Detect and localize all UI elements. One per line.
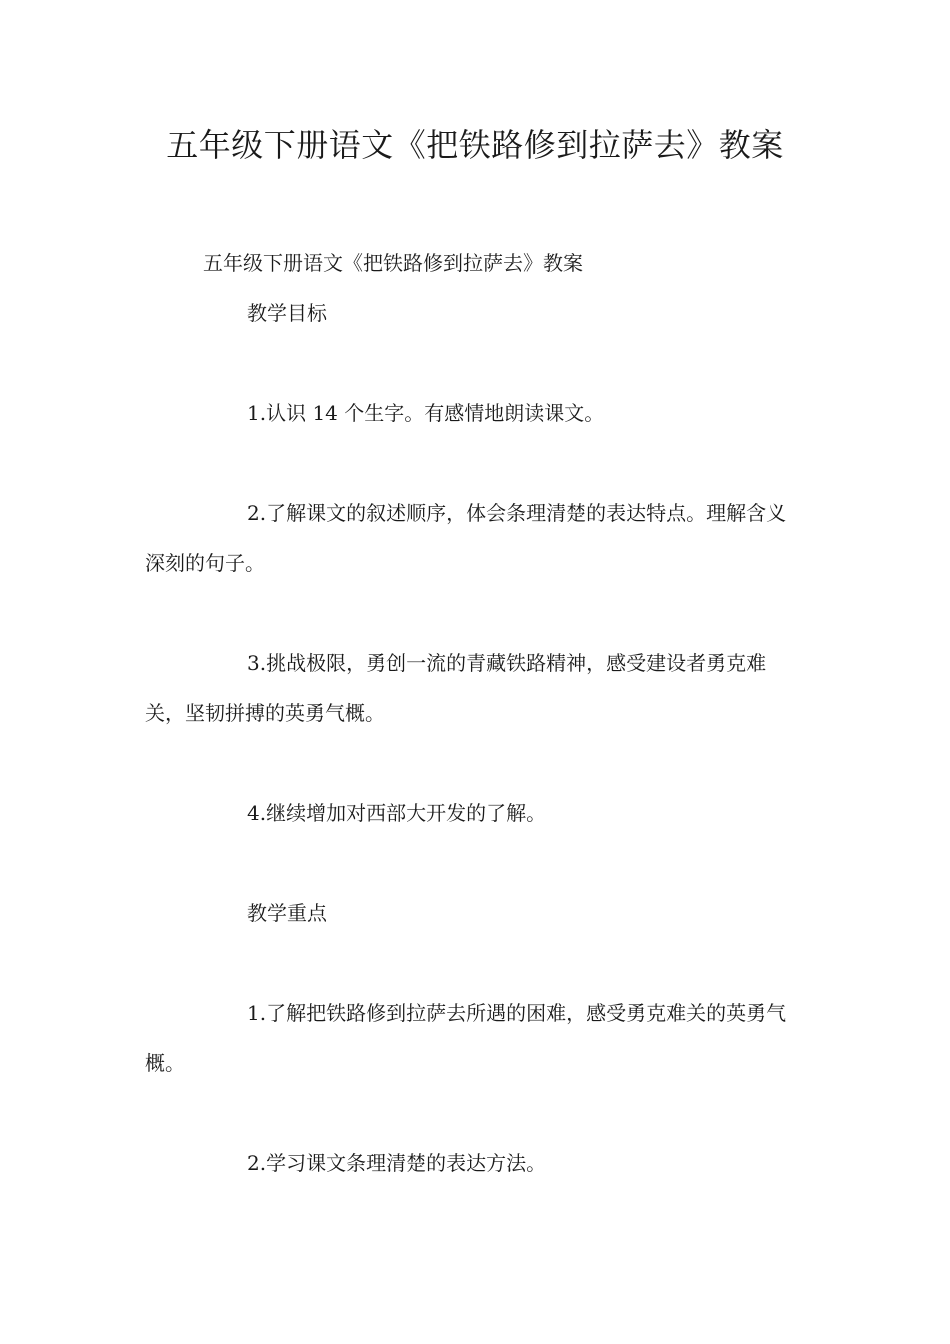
objective-item-3: 3.挑战极限，勇创一流的青藏铁路精神，感受建设者勇克难关，坚韧拼搏的英勇气概。 <box>145 651 767 725</box>
section-heading-key-points: 教学重点 <box>247 901 327 925</box>
objective-item-1: 1.认识 14 个生字。有感情地朗读课文。 <box>247 401 605 425</box>
document-title: 五年级下册语文《把铁路修到拉萨去》教案 <box>166 126 784 164</box>
document-subtitle: 五年级下册语文《把铁路修到拉萨去》教案 <box>203 251 583 275</box>
section-heading-objectives: 教学目标 <box>247 301 327 325</box>
objective-item-2: 2.了解课文的叙述顺序，体会条理清楚的表达特点。理解含义深刻的句子。 <box>145 501 787 575</box>
key-point-item-2: 2.学习课文条理清楚的表达方法。 <box>247 1151 547 1175</box>
key-point-item-1: 1.了解把铁路修到拉萨去所遇的困难，感受勇克难关的英勇气概。 <box>145 1001 787 1075</box>
objective-item-4: 4.继续增加对西部大开发的了解。 <box>247 801 547 825</box>
